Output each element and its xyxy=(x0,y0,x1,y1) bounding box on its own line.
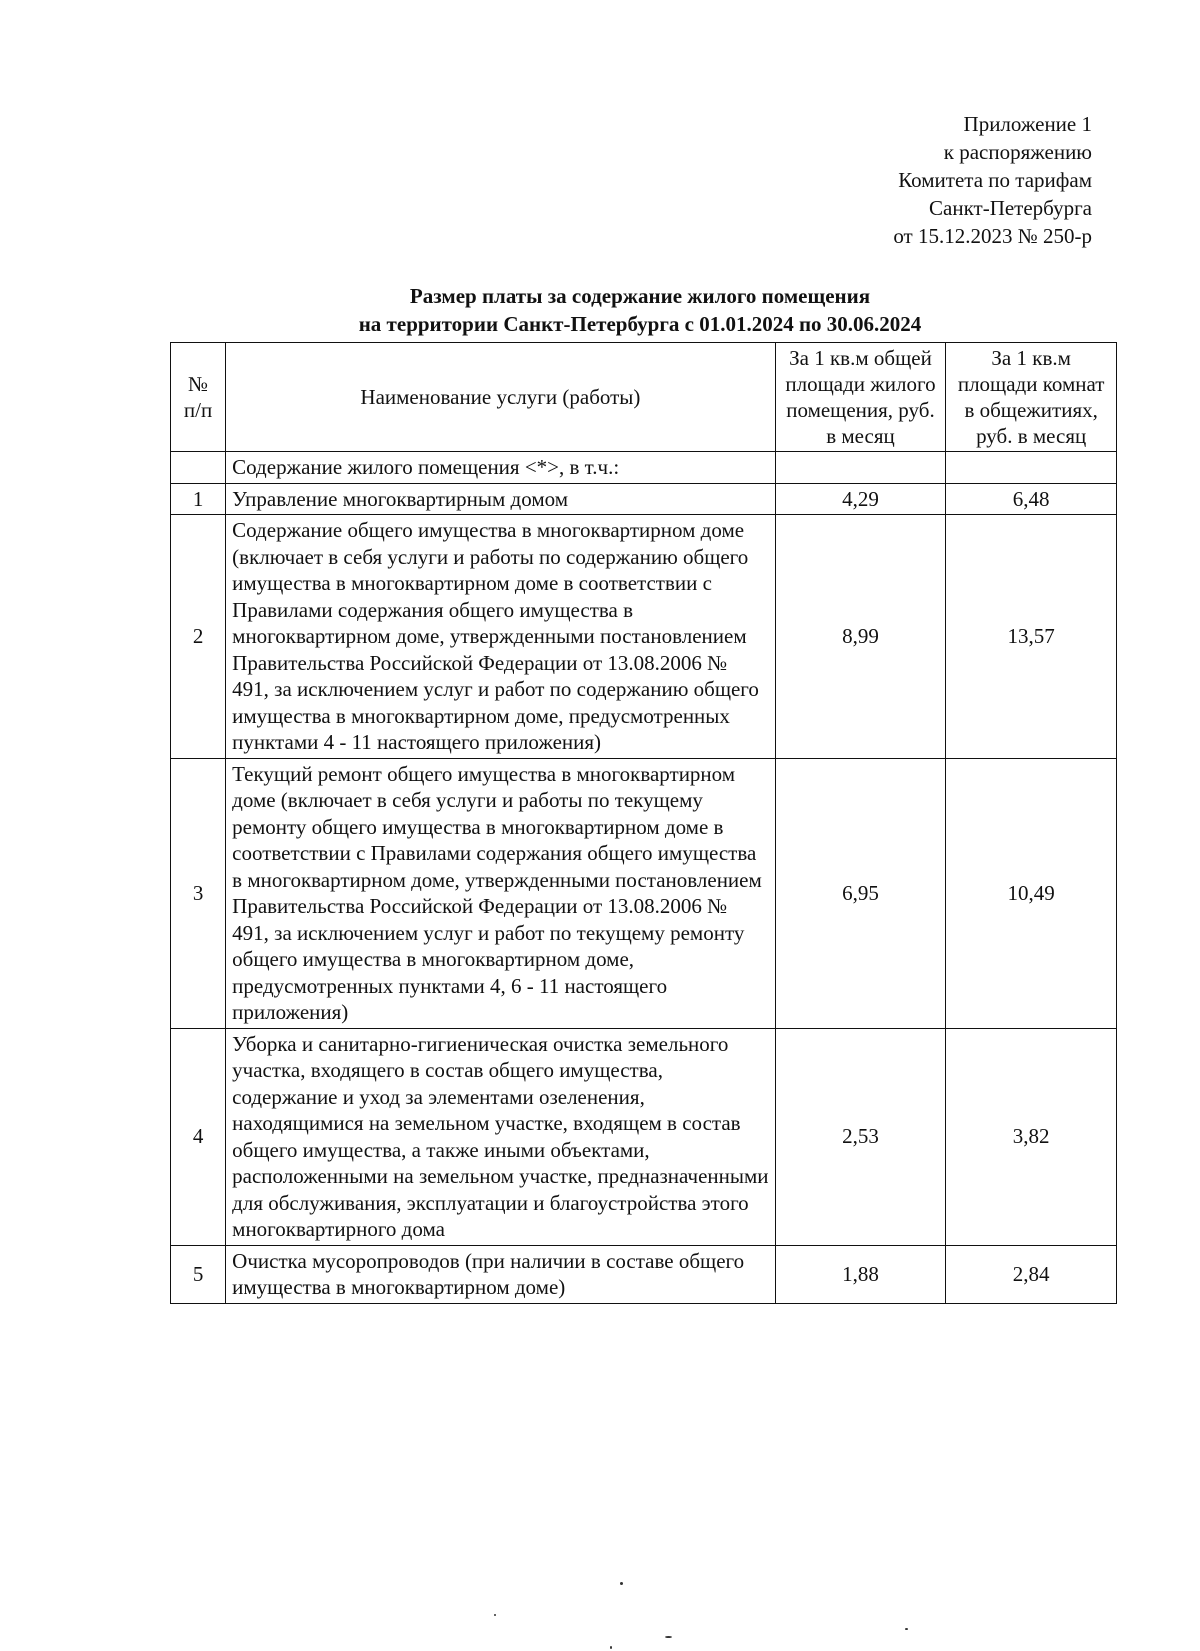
appendix-line: Приложение 1 xyxy=(963,112,1092,136)
table-row xyxy=(171,758,1117,1028)
section-dorm-cell xyxy=(946,452,1117,484)
row-number: 5 xyxy=(171,1245,226,1303)
scan-speck xyxy=(494,1614,496,1616)
row-value-dorm: 2,84 xyxy=(946,1245,1117,1303)
row-number: 3 xyxy=(171,758,226,1028)
table-row xyxy=(171,1028,1117,1245)
section-living-cell xyxy=(775,452,946,484)
table-header-row xyxy=(171,343,1117,452)
row-service-name: Уборка и санитарно-гигиеническая очистка земельного участка, входящего в состав общего имущества, содержание и уход за элементами озеленения, находящимися на земельном участке, входящем в состав общего имущества, а также иными объектами, расположенными на земельном участке, предназначенными для обслуживания, эксплуатации и благоустройства этого многоквартирного дома xyxy=(226,1028,775,1245)
table-row xyxy=(171,1245,1117,1303)
title-line-1: Размер платы за содержание жилого помещения xyxy=(409,284,871,308)
scan-speck xyxy=(665,1636,672,1638)
section-row xyxy=(171,452,1117,484)
row-service-name: Содержание общего имущества в многоквартирном доме (включает в себя услуги и работы по содержанию общего имущества в многоквартирном доме в соответствии с Правилами содержания общего имущества в многоквартирном доме, утвержденными постановлением Правительства Российской Федерации от 13.08.2006 № 491, за исключением услуг и работ по содержанию общего имущества в многоквартирном доме, предусмотренных пунктами 4 - 11 настоящего приложения) xyxy=(226,515,775,759)
header-per-sqm-dorm: За 1 кв.м площади комнат в общежитиях, руб. в месяц xyxy=(946,343,1117,452)
row-value-dorm: 3,82 xyxy=(946,1028,1117,1245)
row-value-living: 2,53 xyxy=(775,1028,946,1245)
document-title xyxy=(160,282,1120,338)
section-num-cell xyxy=(171,452,226,484)
header-per-sqm-living: За 1 кв.м общей площади жилого помещения, руб. в месяц xyxy=(775,343,946,452)
section-label: Содержание жилого помещения <*>, в т.ч.: xyxy=(226,452,775,484)
row-service-name: Текущий ремонт общего имущества в многоквартирном доме (включает в себя услуги и работы по текущему ремонту общего имущества в многоквартирном доме в соответствии с Правилами содержания общего имущества в многоквартирном доме, утвержденными постановлением Правительства Российской Федерации от 13.08.2006 № 491, за исключением услуг и работ по текущему ремонту общего имущества в многоквартирном доме, предусмотренных пунктами 4, 6 - 11 настоящего приложения) xyxy=(226,758,775,1028)
row-value-dorm: 13,57 xyxy=(946,515,1117,759)
scan-speck xyxy=(610,1646,612,1649)
table-row xyxy=(171,483,1117,515)
row-value-living: 4,29 xyxy=(775,483,946,515)
header-service-name: Наименование услуги (работы) xyxy=(226,343,775,452)
row-number: 1 xyxy=(171,483,226,515)
row-number: 4 xyxy=(171,1028,226,1245)
appendix-reference xyxy=(893,110,1092,250)
row-value-living: 6,95 xyxy=(775,758,946,1028)
table-row xyxy=(171,515,1117,759)
row-value-dorm: 6,48 xyxy=(946,483,1117,515)
appendix-line: Санкт-Петербурга xyxy=(929,196,1092,220)
row-value-dorm: 10,49 xyxy=(946,758,1117,1028)
row-value-living: 1,88 xyxy=(775,1245,946,1303)
row-number: 2 xyxy=(171,515,226,759)
tariff-table xyxy=(170,342,1117,1304)
scan-speck xyxy=(905,1628,908,1630)
row-service-name: Очистка мусоропроводов (при наличии в составе общего имущества в многоквартирном доме) xyxy=(226,1245,775,1303)
row-value-living: 8,99 xyxy=(775,515,946,759)
appendix-line: Комитета по тарифам xyxy=(898,168,1092,192)
title-line-2: на территории Санкт-Петербурга с 01.01.2024 по 30.06.2024 xyxy=(358,312,922,336)
appendix-line: от 15.12.2023 № 250-р xyxy=(893,224,1092,248)
scan-speck xyxy=(620,1582,623,1585)
header-number: № п/п xyxy=(171,343,226,452)
appendix-line: к распоряжению xyxy=(943,140,1092,164)
row-service-name: Управление многоквартирным домом xyxy=(226,483,775,515)
